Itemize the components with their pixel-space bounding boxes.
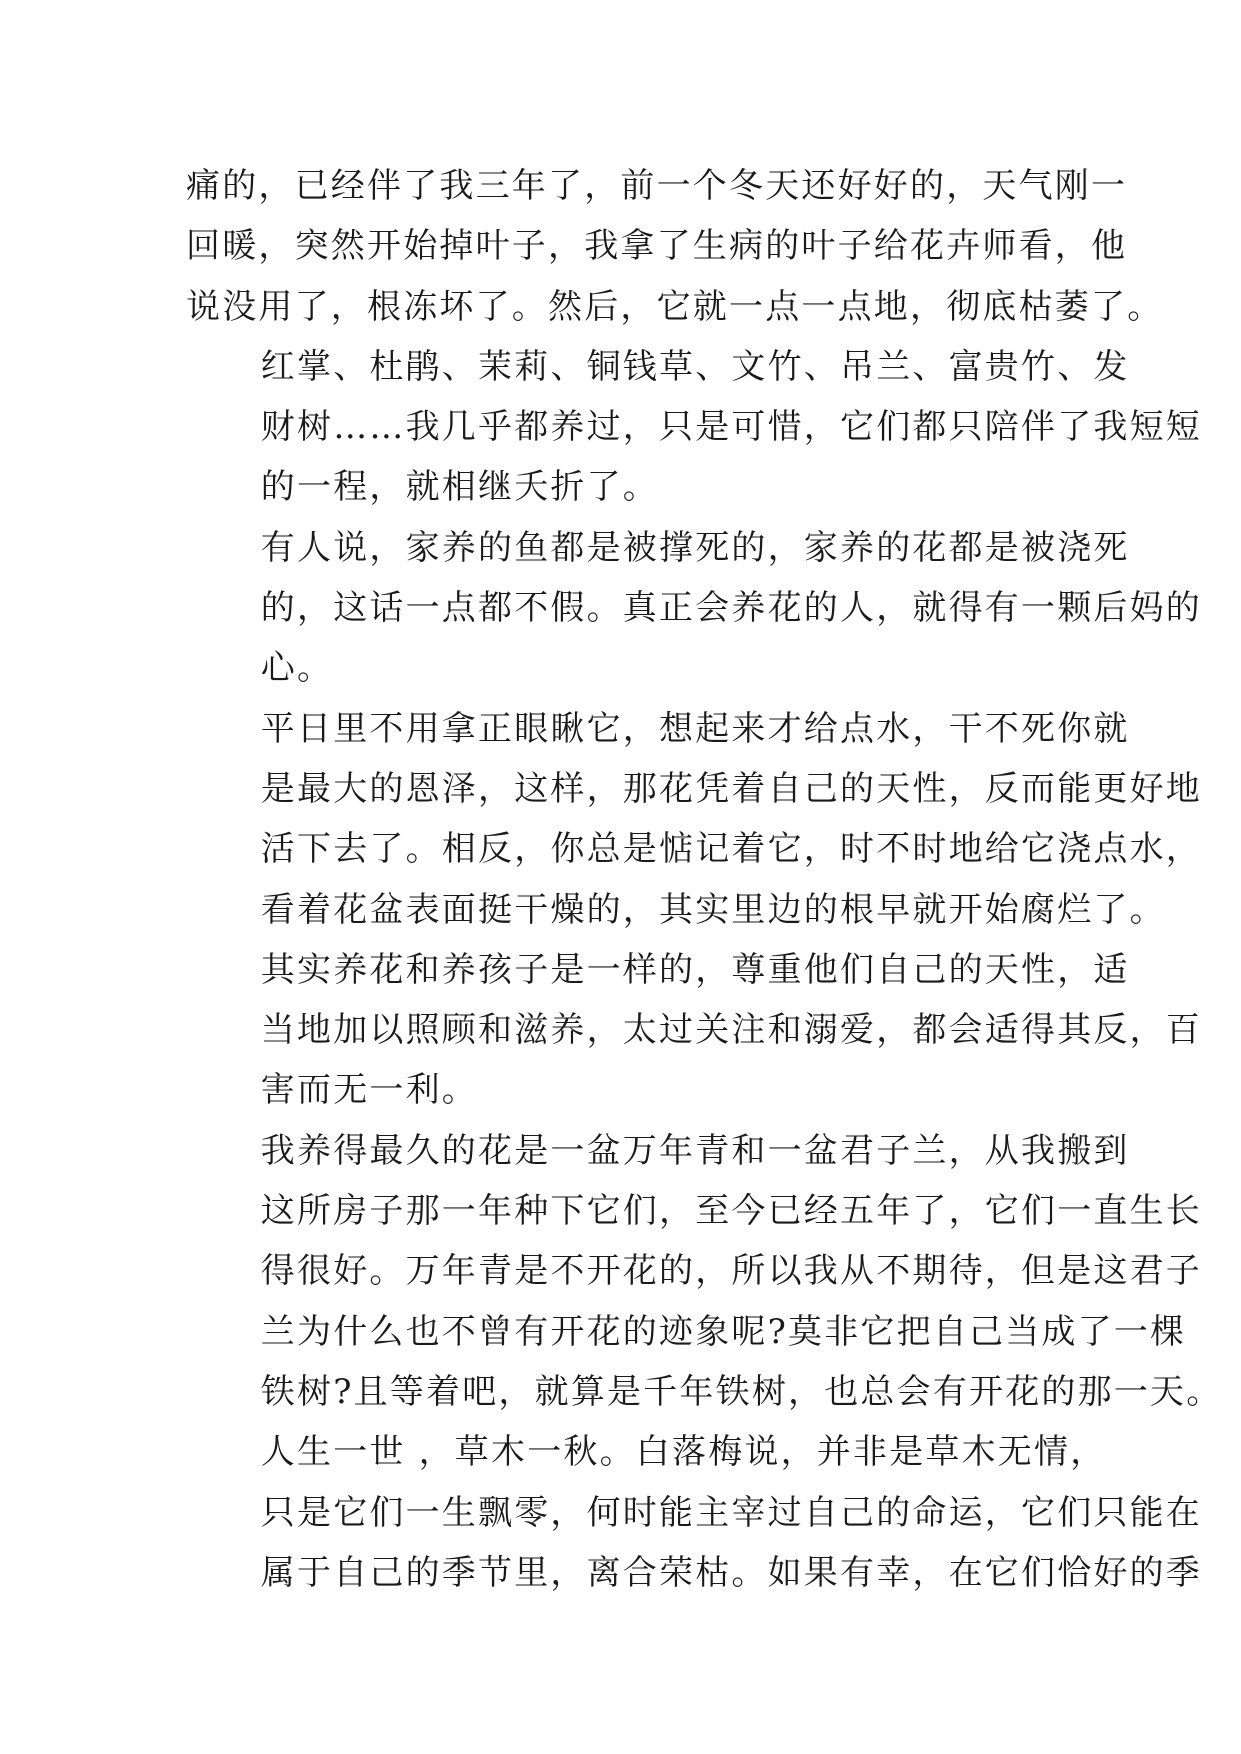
text-line: 铁树?且等着吧，就算是千年铁树，也总会有开花的那一天。	[260, 1371, 1223, 1412]
paragraph	[186, 1121, 1223, 1422]
article-body	[186, 156, 1223, 1603]
text-line: 属于自己的季节里，离合荣枯。如果有幸，在它们恰好的季	[260, 1552, 1202, 1593]
text-line: 我养得最久的花是一盆万年青和一盆君子兰，从我搬到	[260, 1130, 1130, 1171]
text-line: 看着花盆表面挺干燥的，其实里边的根早就开始腐烂了。	[260, 889, 1166, 930]
text-line: 回暖，突然开始掉叶子，我拿了生病的叶子给花卉师看，他	[186, 226, 1128, 267]
text-line: 活下去了。相反，你总是惦记着它，时不时地给它浇点水，	[260, 829, 1202, 870]
text-line: 说没用了，根冻坏了。然后，它就一点一点地，彻底枯萎了。	[186, 286, 1164, 327]
paragraph	[186, 940, 1202, 1121]
text-line: 痛的，已经伴了我三年了，前一个冬天还好好的，天气刚一	[186, 166, 1128, 206]
text-line: 人生一世 ，草木一秋。白落梅说，并非是草木无情，	[260, 1432, 1107, 1473]
text-line: 财树……我几乎都养过，只是可惜，它们都只陪伴了我短短	[260, 407, 1202, 448]
text-line: 平日里不用拿正眼瞅它，想起来才给点水，干不死你就	[260, 708, 1130, 749]
text-line: 红掌、杜鹃、茉莉、铜钱草、文竹、吊兰、富贵竹、发	[260, 346, 1130, 387]
text-line: 的，这话一点都不假。真正会养花的人，就得有一颗后妈的	[260, 588, 1202, 629]
text-line: 心。	[260, 648, 334, 689]
text-line: 害而无一利。	[260, 1070, 478, 1111]
paragraph	[186, 337, 1202, 518]
text-line: 其实养花和养孩子是一样的，尊重他们自己的天性，适	[260, 949, 1130, 990]
paragraph	[186, 699, 1202, 940]
text-line: 的一程，就相继夭折了。	[260, 467, 659, 508]
text-line: 当地加以照顾和滋养，太过关注和溺爱，都会适得其反，百	[260, 1010, 1202, 1051]
paragraph	[186, 518, 1202, 699]
paragraph	[186, 1422, 1202, 1603]
paragraph	[186, 156, 1164, 337]
text-line: 得很好。万年青是不开花的，所以我从不期待，但是这君子	[260, 1251, 1202, 1292]
text-line: 这所房子那一年种下它们，至今已经五年了，它们一直生长	[260, 1191, 1202, 1232]
text-line: 只是它们一生飘零，何时能主宰过自己的命运，它们只能在	[260, 1492, 1202, 1533]
text-line: 有人说，家养的鱼都是被撑死的，家养的花都是被浇死	[260, 527, 1130, 568]
text-line: 是最大的恩泽，这样，那花凭着自己的天性，反而能更好地	[260, 768, 1202, 809]
text-line: 兰为什么也不曾有开花的迹象呢?莫非它把自己当成了一棵	[260, 1311, 1187, 1352]
